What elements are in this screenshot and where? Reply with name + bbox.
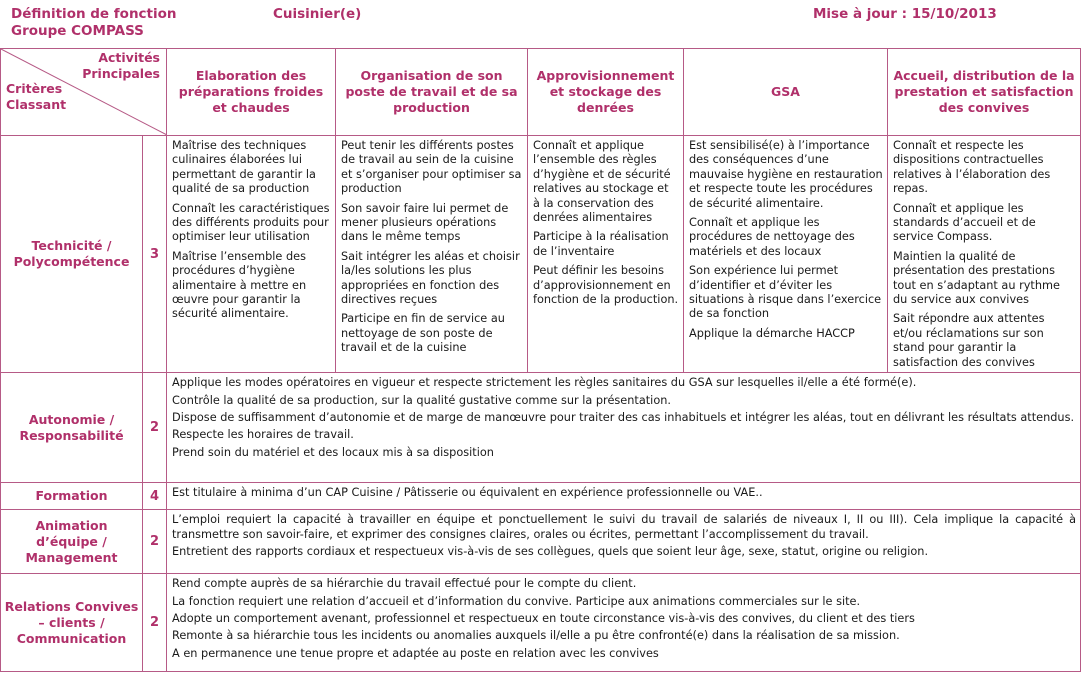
- technicite-col1: [167, 136, 336, 373]
- cell-text: Connaît et respecte les dispositions contractuelles relatives à l’élaboration des repas.: [893, 139, 1051, 196]
- cell-text: Maîtrise des techniques culinaires élaborées lui permettant de garantir la qualité de sa production: [172, 139, 316, 196]
- activity-header-1: Elaboration des préparations froides et chaudes: [167, 49, 336, 136]
- cell-text: Maîtrise l’ensemble des procédures d’hygiène alimentaire à mettre en œuvre pour garantir la sécurité alimentaire.: [172, 249, 307, 321]
- cell-text: Est sensibilisé(e) à l’importance des conséquences d’une mauvaise hygiène en restauration et respecte toute les procédures de sécurité alimentaire.: [689, 139, 883, 210]
- activity-header-3: Approvisionnement et stockage des denrées: [528, 49, 684, 136]
- criterion-level: 2: [143, 510, 167, 574]
- cell-text: A en permanence une tenue propre et adaptée au poste en relation avec les convives: [172, 646, 659, 660]
- job-title: Cuisinier(e): [273, 6, 362, 22]
- criterion-label: Autonomie / Responsabilité: [1, 373, 143, 483]
- cell-text: Entretient des rapports cordiaux et respectueux vis-à-vis de ses collègues, quels que soient leur âge, sexe, statut, origine ou religion.: [172, 544, 929, 558]
- criterion-level: 2: [143, 574, 167, 672]
- cell-text: Applique la démarche HACCP: [689, 326, 855, 340]
- cell-text: Connaît et applique l’ensemble des règles d’hygiène et de sécurité relatives au stockage et à la conservation des denrées alimentaires: [533, 139, 671, 225]
- activity-header-4: GSA: [684, 49, 888, 136]
- row-technicite: [1, 136, 1081, 373]
- document-title-line1: Définition de fonction: [11, 6, 177, 22]
- cell-text: Remonte à sa hiérarchie tous les incidents ou anomalies auxquels il/elle a pu être confronté(e) dans la réalisation de sa mission.: [172, 629, 900, 643]
- cell-text: Est titulaire à minima d’un CAP Cuisine / Pâtisserie ou équivalent en expérience professionnelle ou VAE..: [172, 486, 763, 500]
- cell-text: La fonction requiert une relation d’accueil et d’information du convive. Participe aux animations commerciales sur le site.: [172, 594, 861, 608]
- criterion-level: 4: [143, 483, 167, 510]
- cell-text: L’emploi requiert la capacité à travailler en équipe et ponctuellement le suivi du travail de salariés de niveaux I, II ou III). Cela implique la capacité à transmettre son savoir-faire, et exprimer des consignes claires, orales ou écrites, permettant l’accomplissement du travail.: [172, 513, 1076, 541]
- cell-text: Connaît et applique les standards d’accueil et de service Compass.: [893, 201, 1036, 244]
- autonomie-text: [167, 373, 1081, 483]
- row-relations: [1, 574, 1081, 672]
- cell-text: Maintien la qualité de présentation des prestations tout en s’adaptant au rythme du service aux convives: [893, 249, 1060, 307]
- criteria-label: Critères Classant: [6, 81, 67, 112]
- formation-text: [167, 483, 1081, 510]
- update-date: Mise à jour : 15/10/2013: [813, 6, 997, 22]
- cell-text: Connaît les caractéristiques des différents produits pour optimiser leur utilisation: [172, 201, 330, 244]
- cell-text: Peut tenir les différents postes de travail au sein de la cuisine et s’organiser pour optimiser sa production: [341, 139, 522, 196]
- cell-text: Rend compte auprès de sa hiérarchie du travail effectué pour le compte du client.: [172, 577, 637, 591]
- cell-text: Peut définir les besoins d’approvisionnement en fonction de la production.: [533, 264, 679, 307]
- activity-header-2: Organisation de son poste de travail et de sa production: [336, 49, 528, 136]
- criterion-label: Relations Convives – clients / Communication: [1, 574, 143, 672]
- activity-header-5: Accueil, distribution de la prestation et satisfaction des convives: [888, 49, 1081, 136]
- cell-text: Participe en fin de service au nettoyage de son poste de travail et de la cuisine: [341, 312, 505, 355]
- header-row: [1, 49, 1081, 136]
- row-autonomie: [1, 373, 1081, 483]
- cell-text: Contrôle la qualité de sa production, sur la qualité gustative comme sur la présentation.: [172, 393, 671, 407]
- animation-text: [167, 510, 1081, 574]
- document-title-line2: Groupe COMPASS: [11, 23, 144, 39]
- cell-text: Son savoir faire lui permet de mener plusieurs opérations dans le même temps: [341, 201, 509, 244]
- technicite-col5: [888, 136, 1081, 373]
- criterion-label: Animation d’équipe / Management: [1, 510, 143, 574]
- cell-text: Respecte les horaires de travail.: [172, 428, 354, 442]
- technicite-col4: [684, 136, 888, 373]
- row-formation: [1, 483, 1081, 510]
- technicite-col3: [528, 136, 684, 373]
- cell-text: Dispose de suffisamment d’autonomie et de marge de manœuvre pour traiter des cas inhabituels et intégrer les aléas, tout en délivrant les résultats attendus.: [172, 410, 1075, 424]
- criterion-level: 2: [143, 373, 167, 483]
- cell-text: Sait intégrer les aléas et choisir la/les solutions les plus appropriées en fonction des directives reçues: [341, 249, 520, 307]
- activities-label: Activités Principales: [82, 50, 160, 81]
- corner-cell: [1, 49, 167, 136]
- document-title: [11, 6, 177, 40]
- criterion-label: Technicité / Polycompétence: [1, 136, 143, 373]
- cell-text: Applique les modes opératoires en vigueur et respecte strictement les règles sanitaires du GSA sur lesquelles il/elle a été formé(e).: [172, 376, 917, 390]
- cell-text: Prend soin du matériel et des locaux mis à sa disposition: [172, 445, 494, 459]
- cell-text: Participe à la réalisation de l’inventaire: [533, 230, 669, 258]
- relations-text: [167, 574, 1081, 672]
- row-animation: [1, 510, 1081, 574]
- job-definition-table: [0, 48, 1081, 672]
- cell-text: Adopte un comportement avenant, professionnel et respectueux en toute circonstance vis-à-vis des convives, du client et des tiers: [172, 611, 915, 625]
- criterion-label: Formation: [1, 483, 143, 510]
- criterion-level: 3: [143, 136, 167, 373]
- cell-text: Connaît et applique les procédures de nettoyage des matériels et des locaux: [689, 216, 855, 258]
- technicite-col2: [336, 136, 528, 373]
- cell-text: Son expérience lui permet d’identifier et d’éviter les situations à risque dans l’exercice de sa fonction: [689, 264, 882, 321]
- cell-text: Sait répondre aux attentes et/ou réclamations sur son stand pour garantir la satisfaction des convives: [893, 312, 1045, 369]
